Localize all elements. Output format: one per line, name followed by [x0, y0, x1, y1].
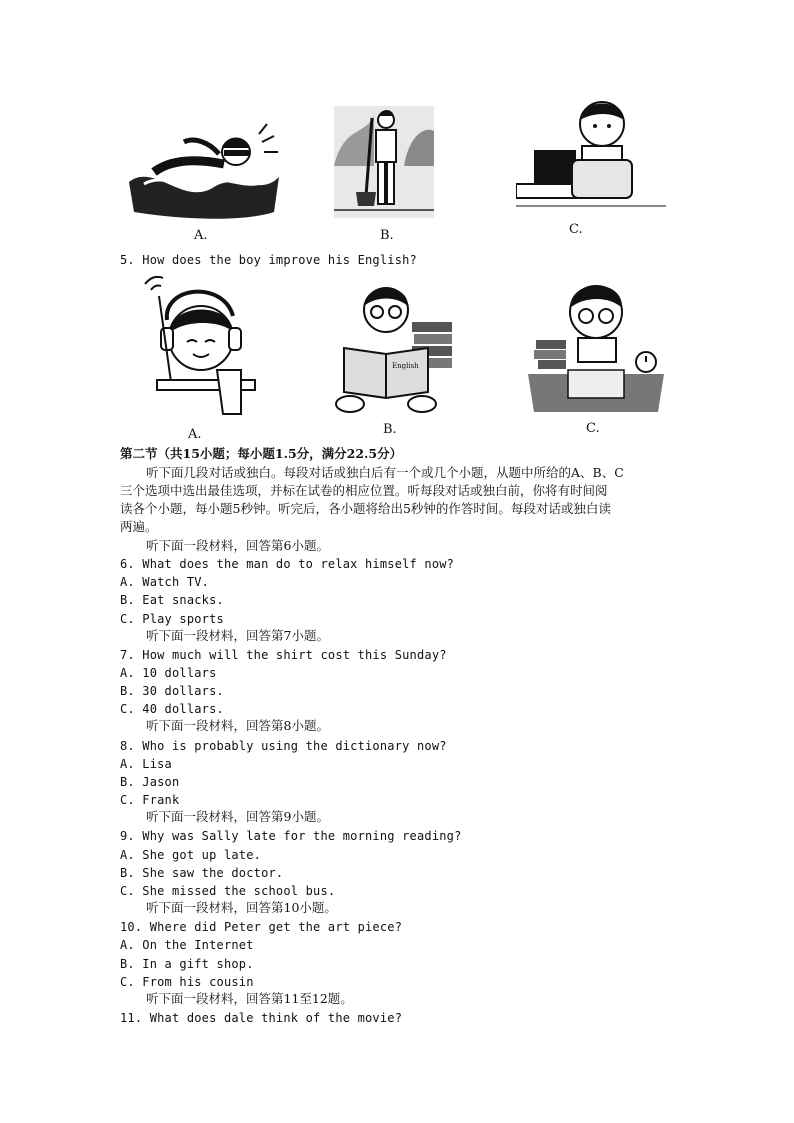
option-b-caption: B.: [380, 228, 394, 243]
q7-option-b: B. 30 dollars.: [120, 684, 224, 698]
question-10: 10. Where did Peter get the art piece?: [120, 920, 403, 934]
listen-note-8: 听下面一段材料，回答第8小题。: [146, 718, 329, 733]
q8-option-c: C. Frank: [120, 793, 180, 807]
q6-option-b: B. Eat snacks.: [120, 593, 224, 607]
listen-note-10: 听下面一段材料，回答第10小题。: [146, 900, 337, 915]
q7-option-c: C. 40 dollars.: [120, 702, 224, 716]
listen-note-11-12: 听下面一段材料，回答第11至12题。: [146, 991, 353, 1006]
question-11: 11. What does dale think of the movie?: [120, 1011, 403, 1025]
listen-note-6: 听下面一段材料，回答第6小题。: [146, 538, 329, 553]
q8-option-a: A. Lisa: [120, 757, 172, 771]
question-6: 6. What does the man do to relax himself now?: [120, 557, 455, 571]
q9-option-c: C. She missed the school bus.: [120, 884, 336, 898]
boy-reading-icon: [330, 282, 456, 416]
section-intro-line-4: 两遍。: [120, 519, 158, 534]
question-5: 5. How does the boy improve his English?: [120, 253, 417, 267]
q9-option-b: B. She saw the doctor.: [120, 866, 284, 880]
option-c-caption: C.: [569, 222, 583, 237]
question-8: 8. Who is probably using the dictionary now?: [120, 739, 447, 753]
section-intro-line-1: 听下面几段对话或独白。每段对话或独白后有一个或几个小题，从题中所给的A、B、C: [146, 465, 624, 480]
q6-option-a: A. Watch TV.: [120, 575, 210, 589]
q6-option-c: C. Play sports: [120, 612, 224, 626]
boy-headphones-icon: [137, 276, 257, 416]
boy-watching-tv-icon: [516, 98, 666, 214]
listen-note-7: 听下面一段材料，回答第7小题。: [146, 628, 329, 643]
option-a-caption-2: A.: [188, 427, 202, 442]
q7-option-a: A. 10 dollars: [120, 666, 217, 680]
section-heading: 第二节（共15小题；每小题1.5分，满分22.5分）: [120, 446, 403, 461]
question-7: 7. How much will the shirt cost this Sunday?: [120, 648, 447, 662]
q8-option-b: B. Jason: [120, 775, 180, 789]
section-intro-line-3: 读各个小题，每小题5秒钟。听完后，各小题将给出5秒钟的作答时间。每段对话或独白读: [120, 501, 611, 516]
man-sweeping-icon: [334, 106, 434, 218]
question-9: 9. Why was Sally late for the morning reading?: [120, 829, 462, 843]
q10-option-b: B. In a gift shop.: [120, 957, 254, 971]
q9-option-a: A. She got up late.: [120, 848, 262, 862]
option-b-caption-2: B.: [383, 422, 397, 437]
listen-note-9: 听下面一段材料，回答第9小题。: [146, 809, 329, 824]
q10-option-c: C. From his cousin: [120, 975, 254, 989]
section-intro-line-2: 三个选项中选出最佳选项，并标在试卷的相应位置。听每段对话或独白前，你将有时间阅: [120, 483, 608, 498]
option-c-caption-2: C.: [586, 421, 600, 436]
boy-studying-desk-icon: [528, 278, 664, 418]
english-book-label: English: [392, 362, 419, 370]
swimmer-icon: [124, 112, 284, 222]
q10-option-a: A. On the Internet: [120, 938, 254, 952]
option-a-caption: A.: [194, 228, 208, 243]
